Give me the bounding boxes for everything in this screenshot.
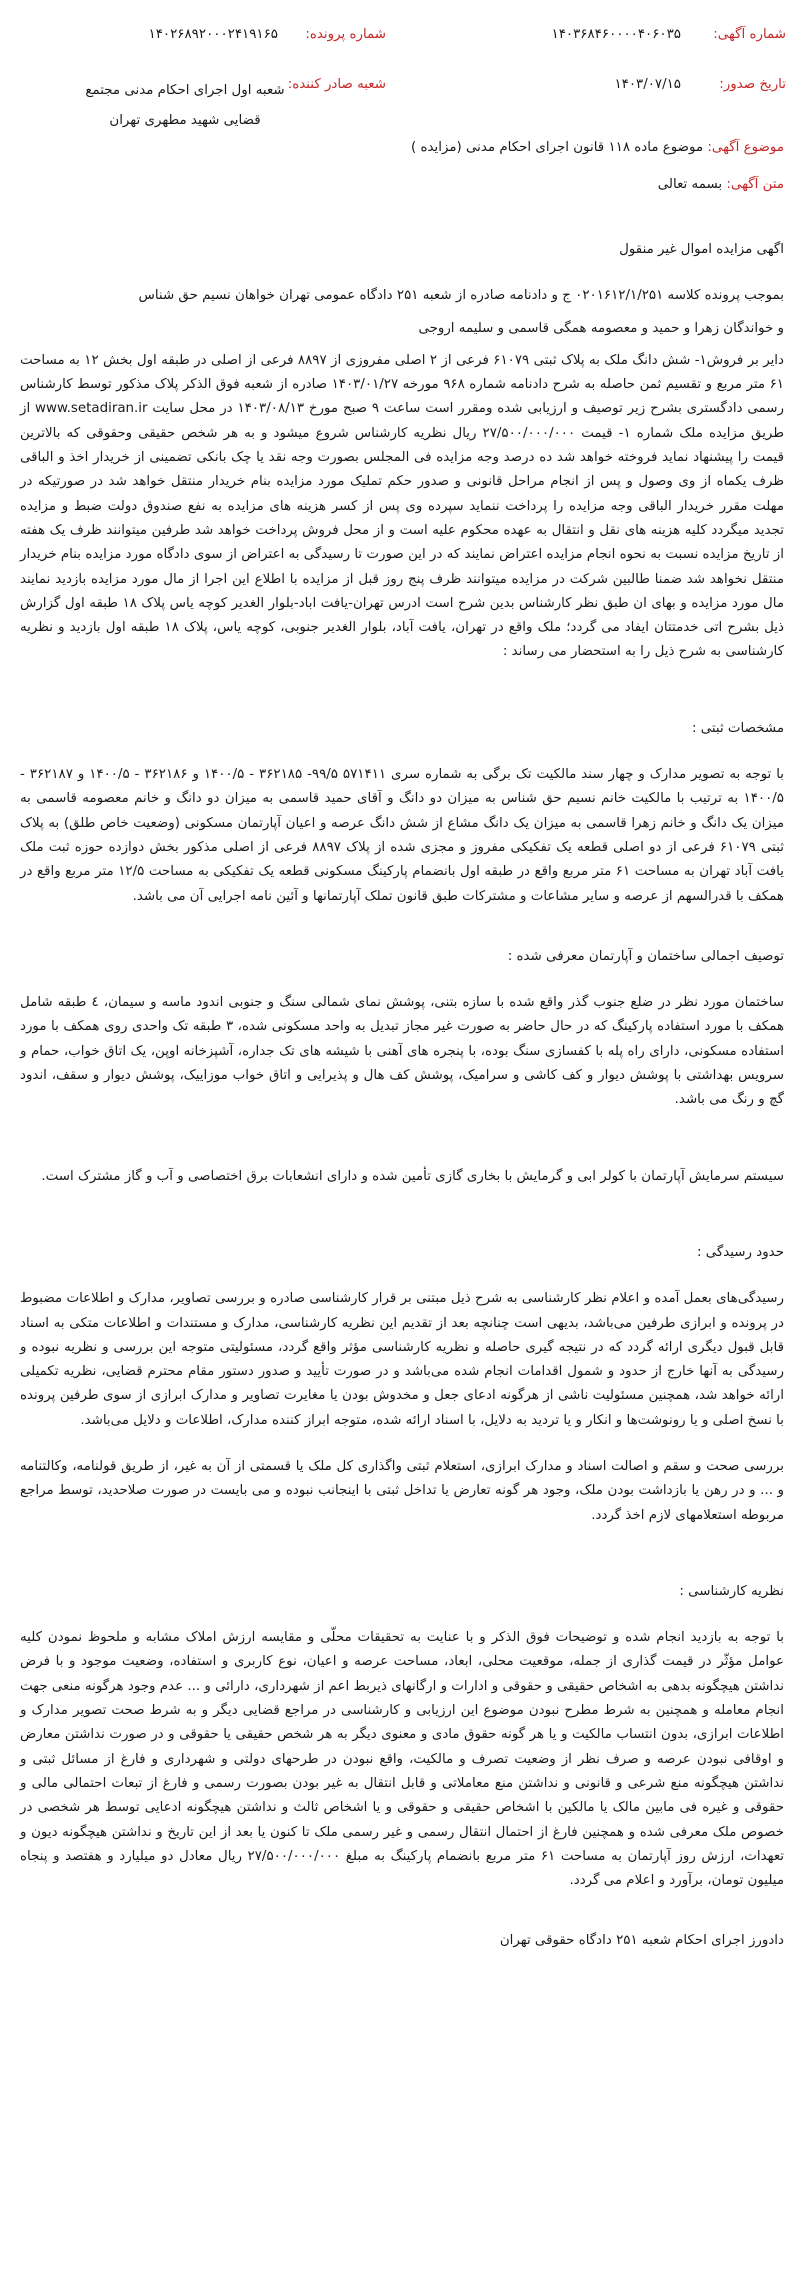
auction-title: اگهی مزایده اموال غیر منقول [619, 242, 784, 257]
expert-opinion-paragraph: با توجه به بازدید انجام شده و توضیحات فوق الذکر و با عنایت به تحقیقات محلّی و مقایسه ارزش املاک مشابه و ملحوظ نمودن کلیه عوامل مؤثّر در قیمت گذاری از جمله، موقعیت محلی، ابعاد، مساحت عرصه و اعیان، نوع کاربری و استفاده، وضعیت موجود و با فرض نداشتن هیچگونه بدهی به اشخاص حقیقی و حقوقی و ادارات و ارگانهای ذیربط اعم از شهرداری، دارائی و ... عدم وجود هرگونه منعی جهت انجام معامله و همچنین به شرط مطرح نبودن موضوع این ارزیابی و کارشناسی در مراجع قضایی دیگر و به شرط صحت تصویر مدارک و اطلاعات ابرازی، بدون انتساب مالکیت و یا هر گونه حقوق مادی و معنوی دیگر به هر شخص حقیقی یا حقوقی و در صورت نداشتن معارض و اوقافی نبودن عرصه و صرف نظر از وضعیت تصرف و مالکیت، واقع نبودن در طرحهای دولتی و شهرداری و فارغ از مسائل ثبتی و نداشتن هیچگونه منع شرعی و قانونی و نداشتن منع معاملاتی و قابل انتقال به غیر بودن بصورت رسمی و فارغ از تبعات احتمالی مالی و حقوقی و غیره فی مابین مالک یا مالکین با اشخاص حقیقی و حقوقی و یا اشخاص ثالث و نداشتن هیچگونه ادعایی توسط هر شخصی در خصوص ملک معرفی شده و همچنین فارغ از احتمال انتقال رسمی و غیر رسمی ملک تا کنون یا بعد از این تاریخ و نداشتن هیچگونه دیون و تعهدات، ارزش روز آپارتمان به مساحت ۶۱ متر مربع بانضمام پارکینگ به مبلغ ۲۷/۵۰۰/۰۰۰/۰۰۰ ریال معادل دو میلیارد و هفتصد و پنجاه میلیون تومان، برآورد و اعلام می گردد. [20, 1630, 785, 1889]
ad-number: ۱۴۰۳۶۸۴۶۰۰۰۰۴۰۶۰۳۵ [551, 27, 681, 42]
subject-value: موضوع ماده ۱۱۸ قانون اجرای احکام مدنی (مزایده ) [411, 140, 704, 155]
auction-site-link[interactable]: www.setadiran.ir [35, 401, 148, 417]
review-scope-paragraph-1: رسیدگی‌های بعمل آمده و اعلام نظر کارشناسی به شرح ذیل مبتنی بر قرار کارشناسی صادره و بررسی تصاویر، مدارک و اطلاعات مضبوط در پرونده و ابرازی طرفین می‌باشد، بدیهی است چنانچه بعد از تقدیم این نظریه کارشناسی، مدارک و مستندات و اطلاعات متکی به اسناد قابل قبول دیگری ارائه گردد که در نتیجه گیری حاصله و نظریه کارشناسی مؤثر واقع گردد، مسئولیتی متوجه این بررسی و نظریه نبوده و رسیدگی به آنها خارج از حدود و شمول اقدامات انجام شده می‌باشد و در صورت تأیید و صدور دستور مقام محترم قضایی، نظریه تکمیلی ارائه خواهد شد، همچنین مسئولیت ناشی از هرگونه ادعای جعل و مخدوش بودن یا مغایرت تصاویر و مدارک ابرازی از سوی طرفین پرونده با نسخ اصلی و یا رونوشت‌ها و انکار و یا تردید به دلایل، با اسناد ارائه شده، متوجه ابراز کننده مدارک، اطلاعات و دلایل می‌باشد. [20, 1291, 784, 1428]
case-number-label: شماره پرونده: [305, 27, 386, 42]
branch-name: شعبه اول اجرای احکام مدنی مجتمع قضایی شهید مطهری تهران [85, 83, 285, 128]
registration-heading: مشخصات ثبتی : [691, 720, 784, 736]
ad-subject [411, 140, 784, 155]
review-scope-paragraph-2: بررسی صحت و سقم و اصالت اسناد و مدارک ابرازی، استعلام ثبتی واگذاری کل ملک یا قسمتی از آن به غیر، از طریق قولنامه، وکالتنامه و ... و در رهن یا بازداشت بودن ملک، وجود هر گونه تعارض یا تداخل ثبتی با اینجانب نبوده و می بایست در صورت صلاحدید، توسط مراجع مربوطه استعلامهای لازم اخذ گردد. [20, 1458, 784, 1523]
ad-text-heading [658, 177, 784, 192]
expert-opinion-heading: نظریه کارشناسی : [679, 1583, 784, 1599]
case-paragraph: بموجب پرونده کلاسه ۰۲۰۱۶۱۲/۱/۲۵۱ ج و دادنامه صادره از شعبه ۲۵۱ دادگاه عمومی تهران خواهان نسیم حق شناس [138, 288, 784, 304]
auction-terms-part-2: از طریق مزایده ملک شماره ۱- قیمت ۲۷/۵۰۰/۰۰۰/۰۰۰ ریال نظریه کارشناس شروع میشود و به هر شخص حقیقی وحقوقی که بالاترین قیمت را پیشنهاد نماید فروخته خواهد شد ده درصد وجه مزایده فی المجلس بصورت وجه نقد یا چک بانکی تضمینی از خریدار اخذ و الباقی ظرف یکماه از وی وصول و پس از انجام مراحل قانونی و صدور حکم تملیک مورد مزایده بنام خریدار منتقل خواهد شد در صورتیکه در مهلت مقرر خریدار الباقی وجه مزایده را پرداخت ننماید سپرده وی پس از کسر هزینه های مزایده به نفع صندوق دولت ضبط و مزایده تجدید میگردد کلیه هزینه های نقل و انتقال به عهده محکوم علیه است و از محل فروش پرداخت خواهد شد طرفین میتوانند ظرف یک هفته از تاریخ مزایده نسبت به نحوه انجام مزایده اعتراض نمایند که در این صورت تا رسیدگی به اعتراض از سوی دادگاه مورد مزایده بنام خریدار منتقل نخواهد شد ضمنا طالبین شرکت در مزایده میتوانند ظرف پنج روز قبل از مزایده با اطلاع این اجرا از مال مورد مزایده بازدید نمایند مال مورد مزایده و بهای ان طبق نظر کارشناس بدین شرح است ادرس تهران-یافت اباد-بلوار الغدیر کوچه یاس پلاک ۱۸ طبقه اول گزارش ذیل بشرح اتی خدمتتان ایفاد می گردد؛ ملک واقع در تهران، یافت آباد، بلوار الغدیر جنوبی، کوچه یاس، پلاک ۱۸ طبقه اول بازدید و نظریه کارشناسی به شرح ذیل را به استحضار می رساند : [20, 401, 784, 660]
review-scope-heading: حدود رسیدگی : [696, 1244, 784, 1260]
building-description-heading: توصیف اجمالی ساختمان و آپارتمان معرفی شده : [507, 948, 784, 964]
issue-date: ۱۴۰۳/۰۷/۱۵ [614, 77, 681, 92]
signature-line: دادورز اجرای احکام شعبه ۲۵۱ دادگاه حقوقی تهران [499, 1933, 784, 1949]
branch-label: شعبه صادر کننده: [287, 77, 386, 92]
ad-body [20, 238, 784, 1954]
defendants-paragraph: و خواندگان زهرا و حمید و معصومه همگی قاسمی و سلیمه اروجی [418, 320, 784, 336]
auction-terms-paragraph [20, 349, 784, 665]
text-label: متن آگهی: [726, 177, 784, 192]
ad-number-label: شماره آگهی: [713, 27, 786, 42]
auction-terms-part-1: دایر بر فروش۱- شش دانگ ملک به پلاک ثبتی ۶۱۰۷۹ فرعی از ۲ اصلی مفروزی از ۸۸۹۷ فرعی از اصلی در طبقه اول بخش ۱۲ به مساحت ۶۱ متر مربع و تقسیم ثمن حاصله به شرح دادنامه شماره ۹۶۸ مورخه ۱۴۰۳/۰۱/۲۷ صادره از شعبه فوق الذکر پلاک مذکور توسط کارشناس رسمی دادگستری بشرح زیر توصیف و ارزیابی شده ومقرر است ساعت ۹ صبح مورخ ۱۴۰۳/۰۸/۱۳ در محل سایت [20, 352, 784, 417]
registration-paragraph: با توجه به تصویر مدارک و چهار سند مالکیت تک برگی به شماره سری ۵۷۱۴۱۱ ۹۹/۵- ۳۶۲۱۸۵ - ۱۴۰۰/۵ و ۳۶۲۱۸۶ - ۱۴۰۰/۵ و ۳۶۲۱۸۷ - ۱۴۰۰/۵ به ترتیب با مالکیت خانم نسیم حق شناس به میزان دو دانگ و آقای حمید قاسمی به میزان دو دانگ و خانم معصومه قاسمی به میزان یک دانگ و خانم زهرا قاسمی به میزان یک دانگ مشاع از شش دانگ عرصه و اعیان آپارتمان مسکونی (وضعیت خاص طلق) به پلاک ثبتی ۶۱۰۷۹ فرعی از دو اصلی قطعه یک تفکیکی مفروز و مجزی شده از پلاک ۸۸۹۷ فرعی از اصلی مذکور بخش دوازده حوزه ثبت ملک یافت آباد تهران به مساحت ۶۱ متر مربع واقع در طبقه اول بانضمام پارکینگ مسکونی قطعه یک تفکیکی به مساحت ۱۲/۵ متر مربع واقع در همکف با قدرالسهم از عرصه و سایر مشاعات و مشترکات طبق قانون تملک آپارتمانها و آئین نامه اجرایی آن می باشد. [20, 767, 785, 904]
issue-date-label: تاریخ صدور: [719, 77, 786, 92]
ad-header [0, 0, 806, 128]
case-number: ۱۴۰۲۶۸۹۲۰۰۰۲۴۱۹۱۶۵ [148, 27, 278, 42]
text-opening: بسمه تعالی [657, 177, 723, 192]
utilities-paragraph: سیستم سرمایش آپارتمان با کولر ابی و گرمایش با بخاری گازی تأمین شده و دارای انشعابات برق اختصاصی و آب و گاز مشترک است. [41, 1168, 784, 1184]
subject-label: موضوع آگهی: [707, 140, 784, 155]
building-description-paragraph: ساختمان مورد نظر در ضلع جنوب گذر واقع شده با سازه بتنی، پوشش نمای شمالی سنگ و جنوبی اندود ماسه و سیمان، ٤ طبقه شامل همکف با مورد استفاده پارکینگ که در حال حاضر به صورت غیر مجاز تبدیل به واحد مسکونی شده، ۳ طبقه تک واحدی روی همکف با مورد استفاده مسکونی، دارای راه پله با کفسازی سنگ بوده، با پنجره های آهنی با شیشه های تک جداره، آشپزخانه اوپن، یک اتاق خواب، حمام و سرویس بهداشتی با پوشش دیوار و کف کاشی و سرامیک، پوشش کف هال و پذیرایی و اتاق خواب موزاییک، پوشش دیوار و سقف، اندود گچ و رنگ می باشد. [20, 995, 785, 1108]
